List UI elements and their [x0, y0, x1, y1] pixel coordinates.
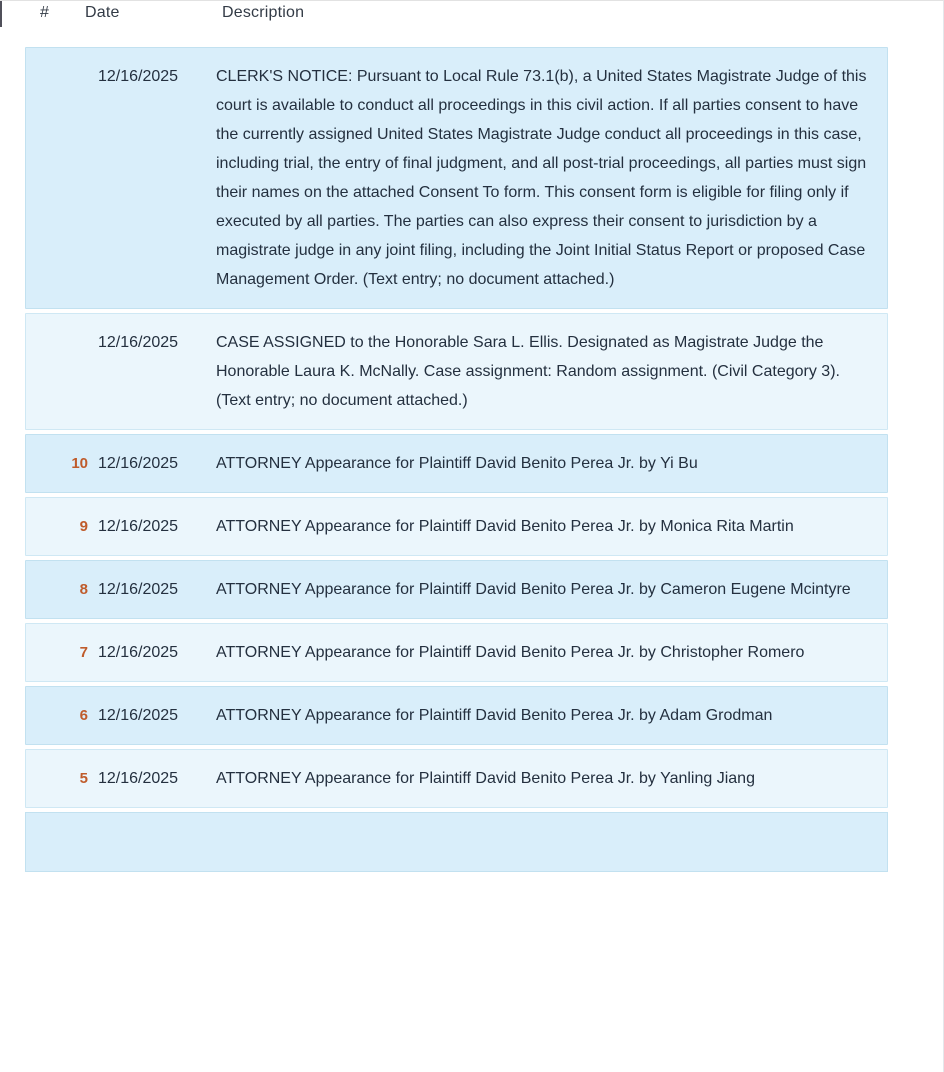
- docket-entry-row: [25, 623, 888, 682]
- entry-date: 12/16/2025: [98, 770, 179, 787]
- entry-description: CASE ASSIGNED to the Honorable Sara L. Ellis. Designated as Magistrate Judge the Honorable Laura K. McNally. Case assignment: Random assignment. (Civil Category 3). (Text entry; no document attached.): [216, 334, 840, 409]
- docket-table-header: [0, 1, 943, 31]
- entry-date: 12/16/2025: [98, 334, 179, 351]
- docket-entry-row: [25, 686, 888, 745]
- entry-date: 12/16/2025: [98, 581, 179, 598]
- column-header-description: Description: [222, 4, 305, 21]
- entry-description: CLERK'S NOTICE: Pursuant to Local Rule 73.1(b), a United States Magistrate Judge of this court is available to conduct all proceedings in this civil action. If all parties consent to have the currently assigned United States Magistrate Judge conduct all proceedings in this case, including trial, the entry of final judgment, and all post-trial proceedings, all parties must sign their names on the attached Consent To form. This consent form is eligible for filing only if executed by all parties. The parties can also express their consent to jurisdiction by a magistrate judge in any joint filing, including the Joint Initial Status Report or proposed Case Management Order. (Text entry; no document attached.): [216, 68, 867, 288]
- docket-entry-row: [25, 47, 888, 309]
- entry-number-link[interactable]: 5: [79, 770, 88, 787]
- entry-date: 12/16/2025: [98, 644, 179, 661]
- column-header-date: Date: [85, 4, 120, 21]
- docket-entries-list: [0, 47, 943, 808]
- docket-entry-row: [25, 749, 888, 808]
- docket-entry-row: [25, 434, 888, 493]
- entry-number-link[interactable]: 9: [79, 518, 88, 535]
- entry-number-link[interactable]: 8: [79, 581, 88, 598]
- entry-date: 12/16/2025: [98, 518, 179, 535]
- docket-entry-row: [25, 313, 888, 430]
- entry-date: 12/16/2025: [98, 707, 179, 724]
- entry-description: ATTORNEY Appearance for Plaintiff David Benito Perea Jr. by Christopher Romero: [216, 644, 805, 661]
- docket-entry-row: [25, 497, 888, 556]
- partial-next-row: [25, 812, 888, 872]
- entry-date: 12/16/2025: [98, 455, 179, 472]
- docket-entry-row: [25, 560, 888, 619]
- entry-description: ATTORNEY Appearance for Plaintiff David Benito Perea Jr. by Adam Grodman: [216, 707, 773, 724]
- entry-number-link[interactable]: 7: [79, 644, 88, 661]
- entry-description: ATTORNEY Appearance for Plaintiff David Benito Perea Jr. by Yanling Jiang: [216, 770, 755, 787]
- entry-description: ATTORNEY Appearance for Plaintiff David Benito Perea Jr. by Cameron Eugene Mcintyre: [216, 581, 851, 598]
- entry-number-link[interactable]: 6: [79, 707, 88, 724]
- column-header-number: #: [40, 4, 50, 21]
- entry-description: ATTORNEY Appearance for Plaintiff David Benito Perea Jr. by Monica Rita Martin: [216, 518, 794, 535]
- entry-number-link[interactable]: 10: [71, 455, 88, 472]
- entry-description: ATTORNEY Appearance for Plaintiff David Benito Perea Jr. by Yi Bu: [216, 455, 698, 472]
- entry-date: 12/16/2025: [98, 68, 179, 85]
